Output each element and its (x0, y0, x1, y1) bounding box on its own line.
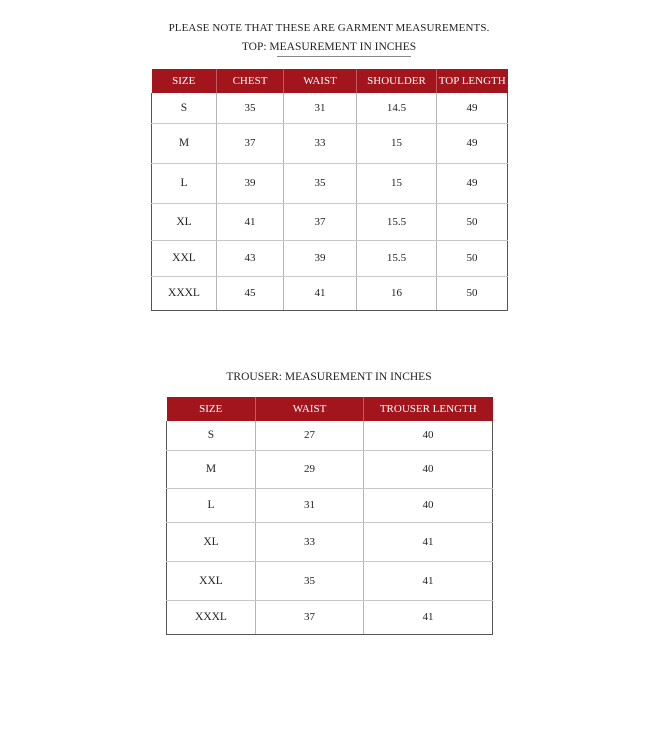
trouser-length-cell: 41 (364, 600, 493, 634)
size-cell: XXXL (167, 600, 256, 634)
trouser-length-cell: 40 (364, 421, 493, 450)
top-length-cell: 49 (437, 123, 508, 163)
waist-cell: 31 (284, 93, 357, 123)
size-cell: XXL (167, 561, 256, 600)
waist-cell: 27 (256, 421, 364, 450)
table-row (167, 561, 493, 600)
shoulder-cell: 15.5 (357, 240, 437, 276)
top-length-cell: 49 (437, 163, 508, 203)
size-cell: M (152, 123, 217, 163)
waist-cell: 29 (256, 450, 364, 488)
table-header-row (167, 397, 493, 421)
size-cell: XXXL (152, 276, 217, 310)
column-header-size: SIZE (167, 397, 256, 421)
waist-cell: 33 (256, 522, 364, 561)
waist-cell: 39 (284, 240, 357, 276)
table-row (167, 421, 493, 450)
waist-cell: 31 (256, 488, 364, 522)
waist-cell: 33 (284, 123, 357, 163)
column-header-waist: WAIST (284, 69, 357, 93)
column-header-top-length: TOP LENGTH (437, 69, 508, 93)
waist-cell: 41 (284, 276, 357, 310)
heading-underline (277, 56, 411, 57)
shoulder-cell: 15 (357, 163, 437, 203)
chest-cell: 41 (217, 203, 284, 240)
top-length-cell: 49 (437, 93, 508, 123)
column-header-trouser-length: TROUSER LENGTH (364, 397, 493, 421)
top-length-cell: 50 (437, 240, 508, 276)
garment-note: PLEASE NOTE THAT THESE ARE GARMENT MEASUREMENTS. (168, 22, 490, 34)
table-row (167, 522, 493, 561)
top-length-cell: 50 (437, 276, 508, 310)
trouser-table-heading (200, 371, 458, 383)
trouser-table-title: TROUSER: MEASUREMENT IN INCHES (226, 371, 432, 383)
table-row (152, 276, 508, 310)
waist-cell: 37 (256, 600, 364, 634)
waist-cell: 35 (284, 163, 357, 203)
chest-cell: 35 (217, 93, 284, 123)
table-row (152, 203, 508, 240)
trouser-length-cell: 41 (364, 522, 493, 561)
top-size-table (151, 69, 508, 311)
chest-cell: 45 (217, 276, 284, 310)
top-table-heading (239, 41, 419, 53)
table-row (167, 600, 493, 634)
size-cell: S (167, 421, 256, 450)
waist-cell: 37 (284, 203, 357, 240)
table-row (152, 163, 508, 203)
table-row (167, 488, 493, 522)
size-cell: XXL (152, 240, 217, 276)
shoulder-cell: 15.5 (357, 203, 437, 240)
shoulder-cell: 16 (357, 276, 437, 310)
top-table-title: TOP: MEASUREMENT IN INCHES (241, 41, 417, 53)
shoulder-cell: 15 (357, 123, 437, 163)
column-header-shoulder: SHOULDER (357, 69, 437, 93)
shoulder-cell: 14.5 (357, 93, 437, 123)
size-cell: L (167, 488, 256, 522)
trouser-size-table (166, 397, 493, 635)
column-header-size: SIZE (152, 69, 217, 93)
table-header-row (152, 69, 508, 93)
size-cell: L (152, 163, 217, 203)
trouser-length-cell: 40 (364, 450, 493, 488)
top-length-cell: 50 (437, 203, 508, 240)
column-header-chest: CHEST (217, 69, 284, 93)
size-cell: M (167, 450, 256, 488)
size-cell: XL (167, 522, 256, 561)
chest-cell: 43 (217, 240, 284, 276)
chest-cell: 39 (217, 163, 284, 203)
size-cell: XL (152, 203, 217, 240)
trouser-length-cell: 41 (364, 561, 493, 600)
table-row (152, 93, 508, 123)
table-row (167, 450, 493, 488)
table-row (152, 123, 508, 163)
table-row (152, 240, 508, 276)
waist-cell: 35 (256, 561, 364, 600)
column-header-waist: WAIST (256, 397, 364, 421)
chest-cell: 37 (217, 123, 284, 163)
trouser-length-cell: 40 (364, 488, 493, 522)
size-cell: S (152, 93, 217, 123)
